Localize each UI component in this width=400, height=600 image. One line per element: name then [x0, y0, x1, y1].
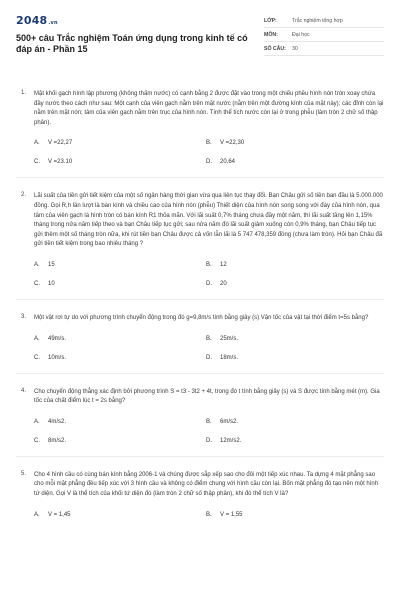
- option-letter: C.: [34, 354, 40, 361]
- meta-value: Trắc nghiệm tổng hợp: [292, 17, 343, 24]
- option-letter: D.: [206, 159, 212, 166]
- document-meta: [264, 14, 384, 56]
- option-text: V =22,30: [220, 140, 245, 147]
- option-letter: B.: [206, 335, 212, 342]
- page-title: 500+ câu Trắc nghiệm Toán ứng dụng trong kinh tế có đáp án - Phần 15: [16, 33, 248, 54]
- question-item: [16, 192, 384, 287]
- answer-option[interactable]: [206, 419, 366, 425]
- answer-option[interactable]: [34, 140, 206, 146]
- answer-option[interactable]: [34, 512, 206, 518]
- question-item: [16, 90, 384, 165]
- option-letter: A.: [34, 140, 40, 147]
- option-letter: A.: [34, 335, 40, 342]
- question-number: 5.: [21, 470, 27, 477]
- question-item: [16, 388, 384, 444]
- question-number: 1.: [21, 90, 27, 96]
- option-letter: B.: [206, 418, 212, 425]
- question-text: Một vật rơi tự do với phương trình chuyển động trong đó g=9,8m/s tính bằng giây (s) Vận tốc của vật tại thời điểm t=5s bằng?: [34, 314, 369, 321]
- answer-options: [34, 262, 384, 287]
- answer-option[interactable]: [206, 262, 366, 268]
- answer-option[interactable]: [34, 262, 206, 268]
- option-text: 20,64: [220, 159, 236, 166]
- answer-options: [34, 512, 384, 518]
- document-header: [16, 14, 384, 70]
- question-number: 2.: [21, 192, 27, 199]
- option-letter: A.: [34, 261, 40, 268]
- answer-option[interactable]: [34, 438, 206, 444]
- question-divider: [16, 456, 384, 457]
- option-letter: D.: [206, 437, 212, 444]
- question-text: Cho chuyển động thẳng xác định bởi phương trình S = t3 - 3t2 + 4t, trong đó t tính bằng giây (s) và S được tính bằng mét (m). Gia tốc của chất điểm lúc t = 2s bằng?: [34, 388, 380, 405]
- option-letter: A.: [34, 511, 40, 518]
- logo-suffix: .vn: [48, 20, 58, 26]
- question-item: [16, 471, 384, 518]
- option-text: 25m/s.: [220, 335, 239, 342]
- option-text: V =22,27: [48, 140, 73, 147]
- meta-row-count: [264, 42, 384, 56]
- meta-label: MÔN:: [264, 31, 278, 38]
- site-logo[interactable]: [16, 14, 256, 27]
- option-text: 12: [220, 261, 227, 268]
- option-letter: B.: [206, 140, 212, 147]
- answer-option[interactable]: [206, 336, 366, 342]
- answer-option[interactable]: [34, 336, 206, 342]
- question-number: 3.: [21, 313, 27, 320]
- option-text: 10m/s.: [48, 354, 67, 361]
- option-text: V = 1,45: [48, 511, 71, 518]
- question-divider: [16, 299, 384, 300]
- logo-text: 2048: [16, 14, 48, 27]
- meta-label: SỐ CÂU:: [264, 45, 286, 52]
- question-item: [16, 314, 384, 361]
- meta-row-class: [264, 14, 384, 28]
- question-text: Lãi suất của tiền gửi tiết kiệm của một số ngân hàng thời gian vừa qua liên tục thay đổi. Bạn Châu gửi số tiền ban đầu là 5.000.000 đồng. Gọi R,h lần lượt là bán kính và chiều cao của hình nón (phễu) Thiết diện của hình nón song song với đáy của hình nón, qua tâm của viên gạch là hình tròn có bán kính R1 thỏa mãn. Với lãi suất 0,7% tháng chưa đầy một năm, thì lãi suất tăng lên 1,15% tháng trong nửa năm tiếp theo và bạn Châu tiếp tục gửi; sau nửa năm đó lãi suất giảm xuống còn 0,9% tháng, bạn Châu tiếp tục gửi thêm một số tháng tròn nữa, khi rút tiền bạn Châu được cả vốn lẫn lãi là 5 747 478,359 đồng (chưa làm tròn). Hỏi bạn Châu đã gửi tiền tiết kiệm trong bao nhiêu tháng ?: [34, 193, 383, 248]
- question-divider: [16, 373, 384, 374]
- meta-value: 30: [292, 45, 298, 52]
- meta-label: LỚP:: [264, 17, 277, 24]
- answer-options: [34, 140, 384, 165]
- answer-options: [34, 419, 384, 444]
- answer-option[interactable]: [206, 140, 366, 146]
- option-letter: D.: [206, 354, 212, 361]
- option-text: V =23.10: [48, 159, 73, 166]
- option-letter: B.: [206, 261, 212, 268]
- answer-option[interactable]: [34, 355, 206, 361]
- answer-option[interactable]: [206, 159, 366, 165]
- option-text: 15: [48, 261, 55, 268]
- question-number: 4.: [21, 387, 27, 394]
- answer-options: [34, 336, 384, 361]
- option-text: 4m/s2.: [48, 418, 67, 425]
- option-text: 18m/s.: [220, 354, 239, 361]
- option-text: 6m/s2.: [220, 418, 239, 425]
- option-letter: C.: [34, 280, 40, 287]
- question-text: Cho 4 hình cầu có cùng bán kính bằng 2006-1 và chúng được sắp xếp sao cho đôi một tiếp xúc nhau. Ta dựng 4 mặt phẳng sao cho mỗi mặt phẳng đều tiếp xúc với 3 hình cầu và không có điểm chung với hình cầu còn lại. Bốn mặt phẳng đó tạo nên một hình tứ diện. Gọi V là thể tích của khối tứ diện đó (làm tròn 2 chữ số thập phân), khi đó thể tích V là?: [34, 471, 379, 497]
- question-divider: [16, 177, 384, 178]
- option-letter: C.: [34, 437, 40, 444]
- answer-option[interactable]: [206, 281, 366, 287]
- answer-option[interactable]: [206, 438, 366, 444]
- answer-option[interactable]: [206, 512, 366, 518]
- answer-option[interactable]: [34, 281, 206, 287]
- answer-option[interactable]: [206, 355, 366, 361]
- question-list: [16, 90, 384, 518]
- question-text: Mặt khối gạch hình lập phương (không thấm nước) có cạnh bằng 2 được đặt vào trong một chiếu phều hình nón tròn xoay chứa đầy nước theo cách như sau: Một cạnh của viên gạch nằm trên mặt nước (nằm trên một đường kính của mặt này); các đỉnh còn lại nằm trên mặt nón; tâm của viên gạch nằm trên trục của hình nón. Tính thể tích nước còn lại ở trong phễu (làm tròn 2 chữ số thập phân).: [34, 91, 384, 126]
- option-text: 8m/s2.: [48, 437, 67, 444]
- meta-row-subject: [264, 28, 384, 42]
- option-letter: D.: [206, 280, 212, 287]
- option-text: 49m/s.: [48, 335, 67, 342]
- answer-option[interactable]: [34, 159, 206, 165]
- option-letter: A.: [34, 418, 40, 425]
- option-letter: C.: [34, 159, 40, 166]
- option-text: 12m/s2.: [220, 437, 242, 444]
- option-letter: B.: [206, 511, 212, 518]
- option-text: 20: [220, 280, 227, 287]
- header-left: [16, 14, 256, 55]
- option-text: V = 1,55: [220, 511, 243, 518]
- answer-option[interactable]: [34, 419, 206, 425]
- meta-value: Đại học: [292, 31, 310, 38]
- option-text: 10: [48, 280, 55, 287]
